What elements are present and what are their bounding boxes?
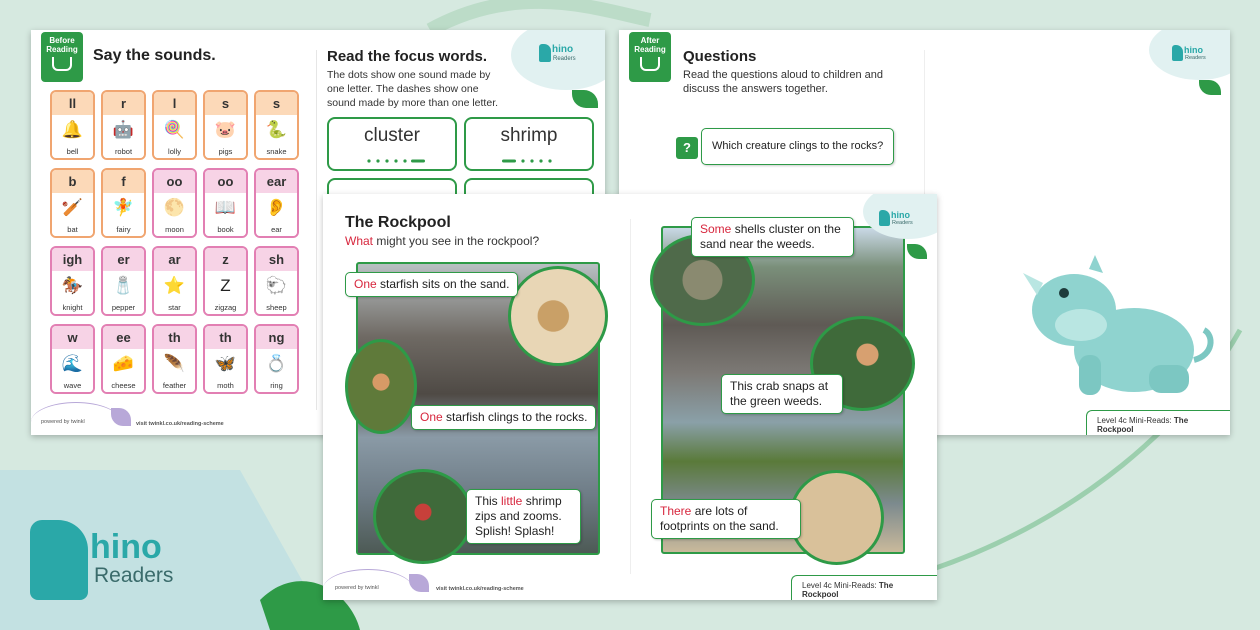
focus-word-card xyxy=(327,117,457,171)
caption-text: shrimp zips and zooms. Splish! Splash! xyxy=(475,494,562,538)
sound-picture-icon: ⭐ xyxy=(154,271,195,301)
grapheme: ll xyxy=(52,92,93,115)
caption-highlight: Some xyxy=(700,222,732,236)
level-footer xyxy=(791,575,937,600)
focus-word-card xyxy=(464,117,594,171)
grapheme: ar xyxy=(154,248,195,271)
sound-word: snake xyxy=(256,145,297,160)
rhino-r-icon xyxy=(1172,45,1183,61)
logo-text-readers: Readers xyxy=(94,564,174,587)
sound-picture-icon: 🦋 xyxy=(205,349,246,379)
caption-highlight: little xyxy=(501,494,523,508)
caption-text: starfish clings to the rocks. xyxy=(442,410,588,424)
rockpool-story-sheet xyxy=(323,194,937,600)
badge-label: After Reading xyxy=(634,36,666,54)
focus-word: cluster xyxy=(364,125,420,146)
sound-picture-icon: 🧀 xyxy=(103,349,144,379)
grapheme: z xyxy=(205,248,246,271)
sound-word: fairy xyxy=(103,223,144,238)
rhino-r-icon xyxy=(879,210,890,226)
logo-text-readers: Readers xyxy=(1185,55,1206,61)
powered-by-twinkl: powered by twinkl xyxy=(335,585,379,591)
logo-text-readers: Readers xyxy=(553,56,576,62)
sound-dots-dashes xyxy=(466,156,596,166)
sound-tile xyxy=(152,324,197,394)
visit-link[interactable]: visit twinkl.co.uk/reading-scheme xyxy=(136,421,224,427)
grapheme: f xyxy=(103,170,144,193)
sound-word: star xyxy=(154,301,195,316)
sound-word: moon xyxy=(154,223,195,238)
question-mark-badge: ? xyxy=(676,137,698,159)
sound-tile xyxy=(101,168,146,238)
grapheme: ee xyxy=(103,326,144,349)
leaf-icon xyxy=(1199,80,1221,95)
sound-tile xyxy=(101,90,146,160)
footer-book-title: The Rockpool xyxy=(802,581,894,599)
footer-level-text: Level 4c Mini-Reads: xyxy=(1097,416,1174,425)
grapheme: th xyxy=(154,326,195,349)
starfish-sand-photo xyxy=(508,266,608,366)
caption-text: starfish sits on the sand. xyxy=(376,277,510,291)
grapheme: sh xyxy=(256,248,297,271)
rhino-mascot xyxy=(1019,255,1219,405)
sound-picture-icon: 🏏 xyxy=(52,193,93,223)
story-title: The Rockpool xyxy=(345,214,451,231)
sound-word: feather xyxy=(154,379,195,394)
sound-word: book xyxy=(205,223,246,238)
caption-crab: This crab snaps at the green weeds. xyxy=(721,374,843,414)
sound-picture-icon: 🔔 xyxy=(52,115,93,145)
sound-tile xyxy=(254,324,299,394)
sound-picture-icon: 🤖 xyxy=(103,115,144,145)
sound-tile xyxy=(254,168,299,238)
grapheme: er xyxy=(103,248,144,271)
sound-word: ring xyxy=(256,379,297,394)
grapheme: oo xyxy=(205,170,246,193)
sound-tile xyxy=(50,168,95,238)
sound-word: bat xyxy=(52,223,93,238)
caption-text: shells cluster on the sand near the weeds. xyxy=(700,222,841,251)
rhino-readers-logo xyxy=(30,520,190,605)
sound-picture-icon: 🐍 xyxy=(256,115,297,145)
grapheme: th xyxy=(205,326,246,349)
sound-picture-icon: 🌊 xyxy=(52,349,93,379)
caption-text: This xyxy=(475,494,502,508)
grapheme: s xyxy=(205,92,246,115)
sound-tile xyxy=(101,324,146,394)
caption-footprints xyxy=(651,499,801,539)
sound-tile xyxy=(203,168,248,238)
sound-word: zigzag xyxy=(205,301,246,316)
after-reading-badge xyxy=(629,32,671,82)
sound-picture-icon: 🌕 xyxy=(154,193,195,223)
rhino-r-icon xyxy=(30,520,88,600)
questions-title: Questions xyxy=(683,48,757,65)
logo-text-readers: Readers xyxy=(892,220,913,226)
sound-tile xyxy=(203,90,248,160)
sound-tile xyxy=(50,324,95,394)
grapheme: r xyxy=(103,92,144,115)
caption-shrimp xyxy=(466,489,581,544)
say-sounds-title: Say the sounds. xyxy=(93,47,216,64)
sound-word: cheese xyxy=(103,379,144,394)
caption-highlight: There xyxy=(660,504,692,518)
story-subtitle xyxy=(345,234,539,248)
caption-highlight: One xyxy=(420,410,443,424)
grapheme: ear xyxy=(256,170,297,193)
sound-picture-icon: 🧚 xyxy=(103,193,144,223)
questions-description: Read the questions aloud to children and discuss the answers together. xyxy=(683,69,883,95)
caption-starfish-sand xyxy=(345,272,518,297)
visit-link[interactable]: visit twinkl.co.uk/reading-scheme xyxy=(436,586,524,592)
question-bubble: Which creature clings to the rocks? xyxy=(701,128,894,165)
focus-word: shrimp xyxy=(500,125,558,146)
caption-text: are lots of footprints on the sand. xyxy=(660,504,779,533)
sound-word: bell xyxy=(52,145,93,160)
grapheme: oo xyxy=(154,170,195,193)
sound-word: wave xyxy=(52,379,93,394)
sound-picture-icon: 📖 xyxy=(205,193,246,223)
grapheme: s xyxy=(256,92,297,115)
sound-tile xyxy=(152,246,197,316)
sound-picture-icon: 🐑 xyxy=(256,271,297,301)
sound-picture-icon: Z xyxy=(205,271,246,301)
focus-words-title: Read the focus words. xyxy=(327,48,488,65)
sound-picture-icon: 👂 xyxy=(256,193,297,223)
footer-level-text: Level 4c Mini-Reads: xyxy=(802,581,879,590)
caption-starfish-rocks xyxy=(411,405,596,430)
level-footer xyxy=(1086,410,1230,435)
logo-text-hino: hino xyxy=(90,528,162,566)
sound-picture-icon: 🪶 xyxy=(154,349,195,379)
grapheme: ng xyxy=(256,326,297,349)
subtitle-highlight: What xyxy=(345,234,374,248)
sound-tile xyxy=(50,246,95,316)
sound-picture-icon: 🏇 xyxy=(52,271,93,301)
grapheme: w xyxy=(52,326,93,349)
sound-tile xyxy=(203,246,248,316)
sound-word: moth xyxy=(205,379,246,394)
caption-shells xyxy=(691,217,854,257)
before-reading-badge xyxy=(41,32,83,82)
sound-word: robot xyxy=(103,145,144,160)
focus-words-description: The dots show one sound made by one letter. The dashes show one sound made by more than one letter. xyxy=(327,69,499,109)
sound-word: knight xyxy=(52,301,93,316)
sound-dots-dashes xyxy=(329,156,459,166)
logo-text-hino: hino xyxy=(891,210,910,220)
sound-tile xyxy=(152,90,197,160)
sound-word: lolly xyxy=(154,145,195,160)
footer-book-title: The Rockpool xyxy=(1097,416,1189,434)
sound-tile xyxy=(152,168,197,238)
sound-picture-icon: 🐷 xyxy=(205,115,246,145)
sound-tile xyxy=(50,90,95,160)
logo-text-hino: hino xyxy=(552,44,574,55)
sound-word: ear xyxy=(256,223,297,238)
divider xyxy=(316,50,317,410)
grapheme: b xyxy=(52,170,93,193)
sound-word: sheep xyxy=(256,301,297,316)
reading-icon xyxy=(640,57,660,71)
sound-tile xyxy=(101,246,146,316)
powered-by-twinkl: powered by twinkl xyxy=(41,419,85,425)
sound-tile xyxy=(203,324,248,394)
shrimp-photo xyxy=(373,469,473,564)
sound-picture-icon: 💍 xyxy=(256,349,297,379)
sound-tile xyxy=(254,246,299,316)
rhino-r-icon xyxy=(539,44,551,62)
sound-word: pigs xyxy=(205,145,246,160)
sound-picture-icon: 🧂 xyxy=(103,271,144,301)
sound-word: pepper xyxy=(103,301,144,316)
grapheme: l xyxy=(154,92,195,115)
footprints-photo xyxy=(789,470,884,565)
starfish-rocks-photo xyxy=(345,339,417,434)
divider xyxy=(630,219,631,574)
grapheme: igh xyxy=(52,248,93,271)
badge-label: Before Reading xyxy=(46,36,78,54)
sound-tile xyxy=(254,90,299,160)
leaf-icon xyxy=(572,90,598,108)
sound-picture-icon: 🍭 xyxy=(154,115,195,145)
logo-text-hino: hino xyxy=(1184,45,1203,55)
subtitle-text: might you see in the rockpool? xyxy=(373,234,540,248)
reading-icon xyxy=(52,57,72,71)
caption-highlight: One xyxy=(354,277,377,291)
leaf-icon xyxy=(907,244,927,259)
